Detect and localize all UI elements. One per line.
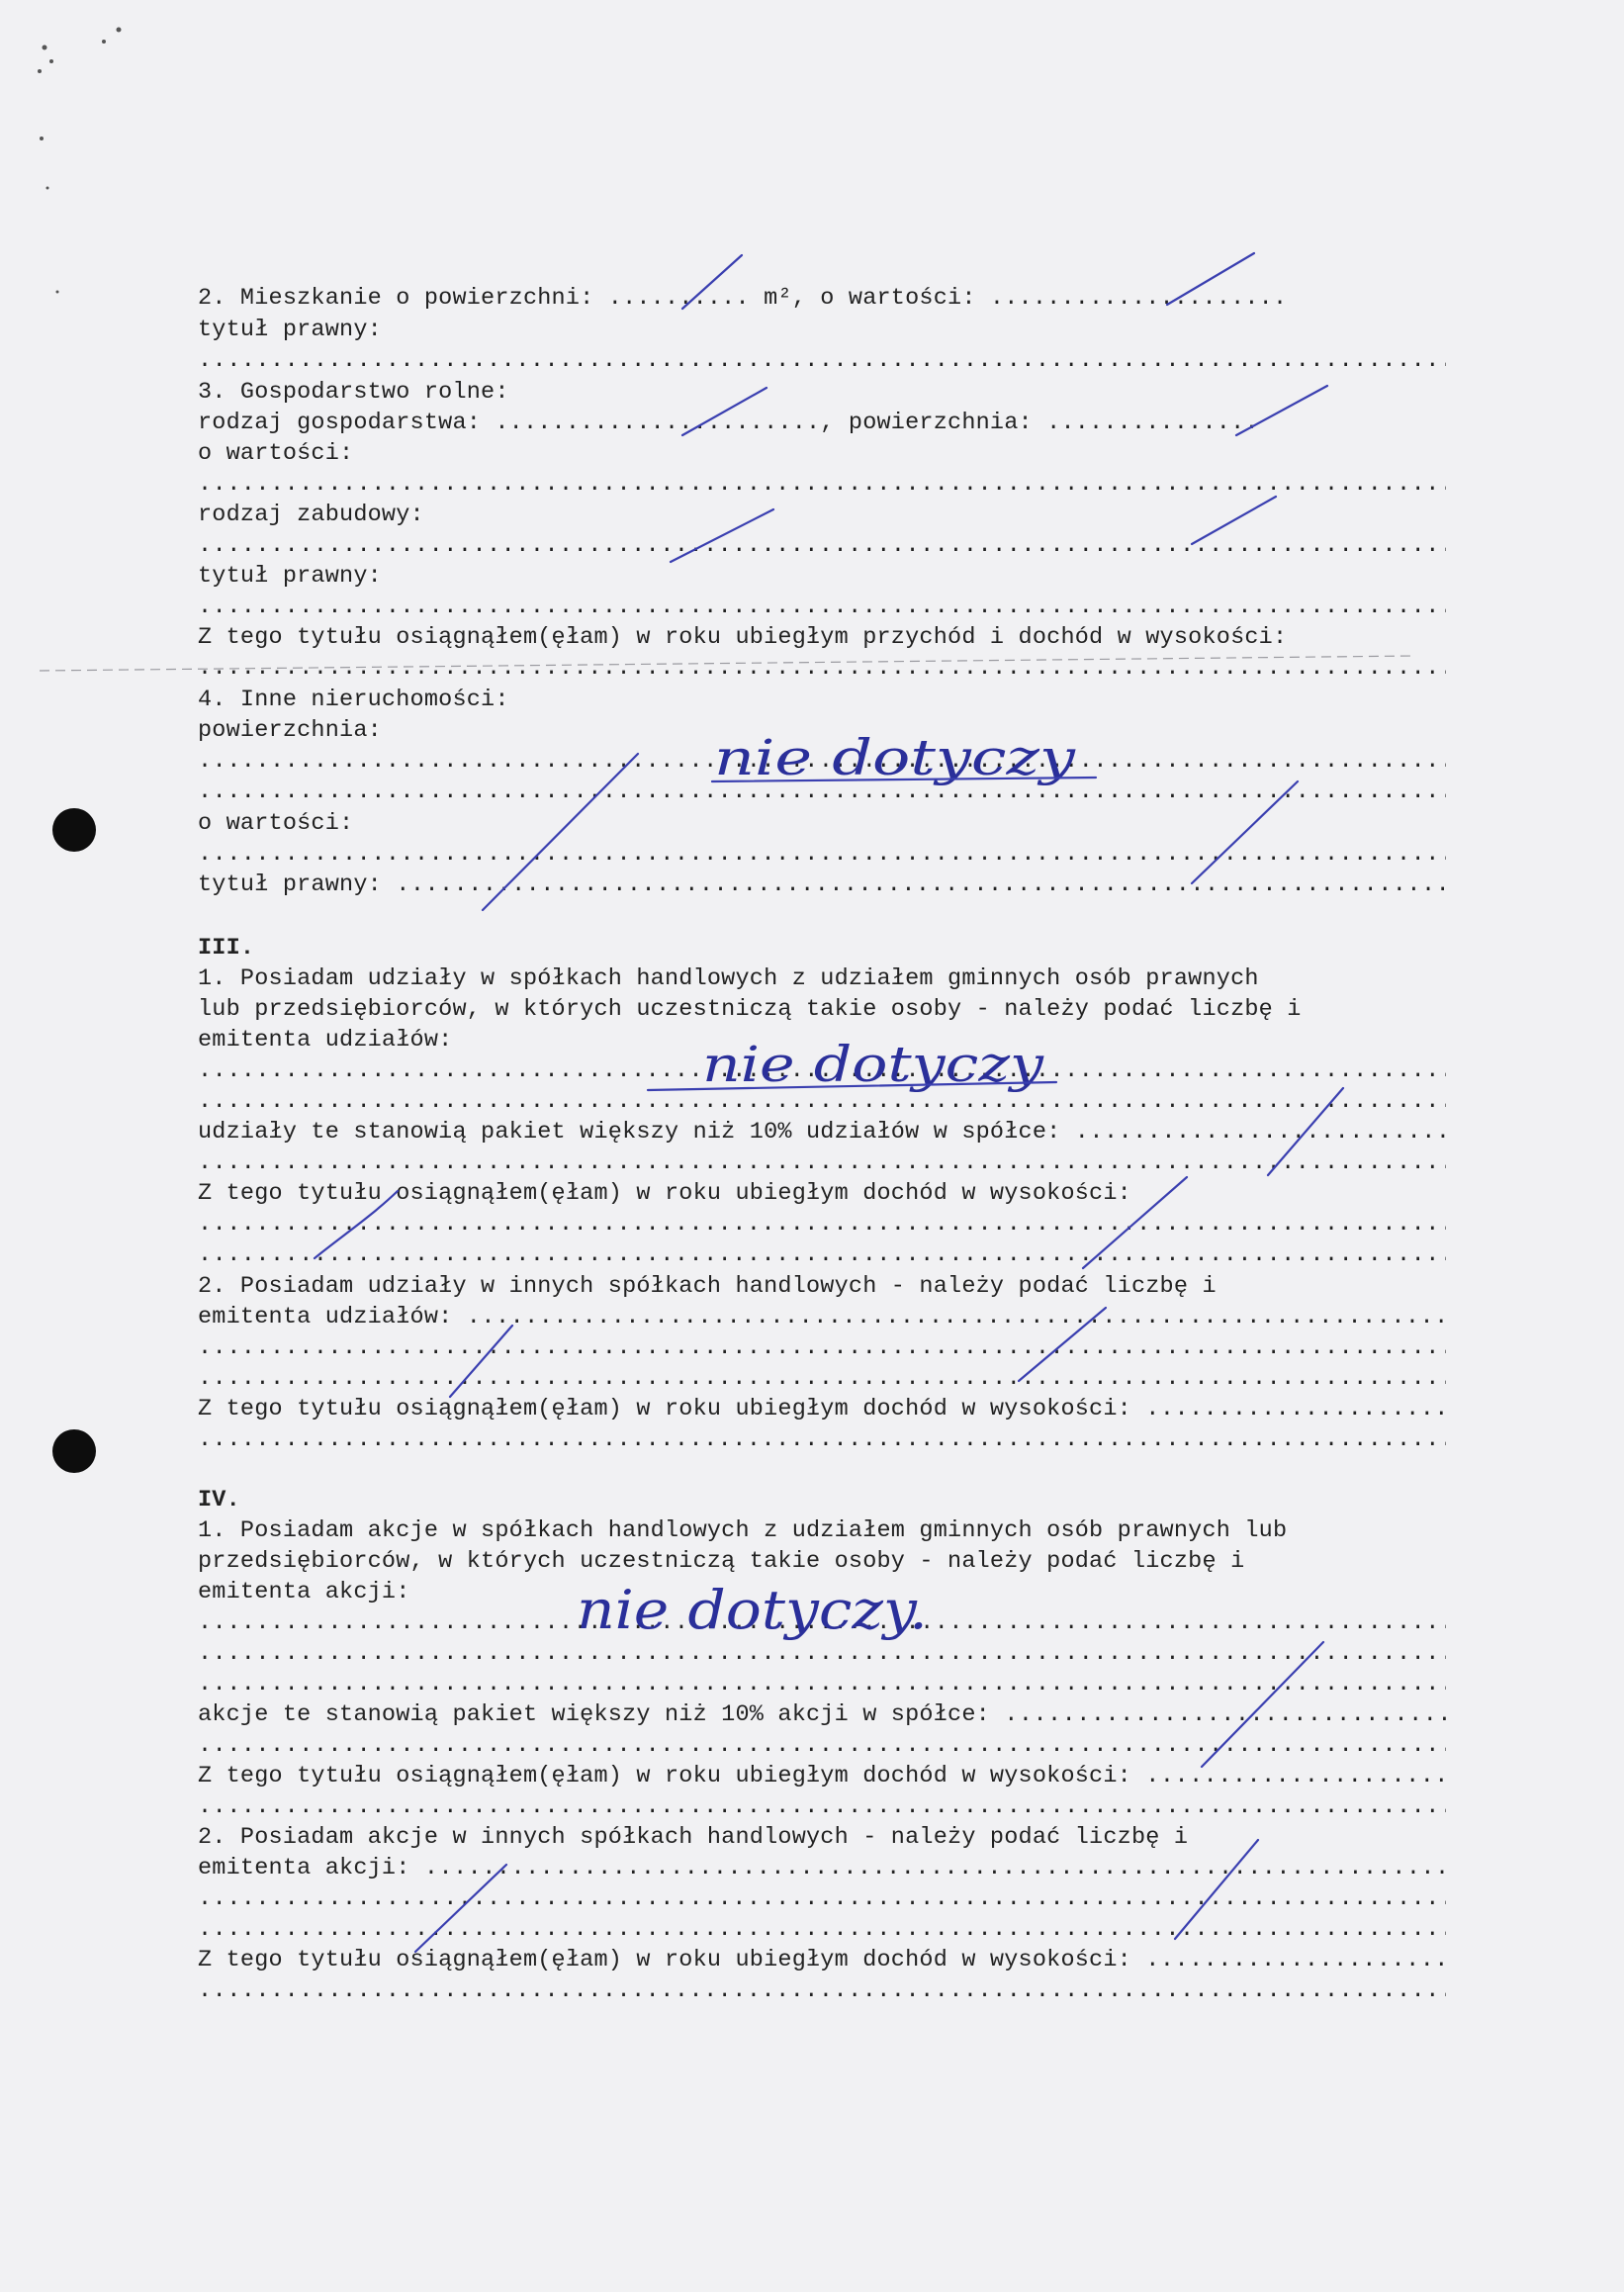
mieszkanie-tytul-label: tytuł prawny: — [198, 317, 382, 343]
iii-p1-dochod-line: Z tego tytułu osiągnąłem(ęłam) w roku ubiegłym dochód w wysokości: — [198, 1180, 1131, 1207]
dotted-fill — [452, 1304, 1446, 1330]
handwritten-nie-dotyczy-iii: nie dotyczy — [702, 1036, 1044, 1093]
dotted-line — [198, 1976, 1446, 2006]
nieruchomosci-wartosc-label: o wartości: — [198, 810, 354, 837]
dotted-line — [198, 1087, 1446, 1117]
dotted-line — [198, 1333, 1446, 1363]
handwritten-nie-dotyczy-iv: nie dotyczy. — [577, 1579, 928, 1641]
nieruchomosci-tytul-label: tytuł prawny: — [198, 871, 382, 898]
iv-p2-line2 — [198, 1854, 1446, 1883]
iv-p2-dochod-label: Z tego tytułu osiągnąłem(ęłam) w roku ubiegłym dochód w wysokości: — [198, 1947, 1131, 1973]
dotted-fill — [1131, 1763, 1446, 1789]
dotted-fill — [1060, 1119, 1446, 1146]
iv-p1-line2: przedsiębiorców, w których uczestniczą takie osoby - należy podać liczbę i — [198, 1548, 1245, 1575]
dotted-line — [198, 654, 1446, 684]
iii-p2-dochod-line — [198, 1395, 1446, 1424]
dotted-line — [198, 1608, 1446, 1638]
dotted-line — [198, 531, 1446, 561]
dotted-fill — [1131, 1947, 1446, 1973]
dotted-line — [198, 1210, 1446, 1239]
gospodarstwo-tytul-label: tytuł prawny: — [198, 563, 382, 590]
dotted-line — [198, 1915, 1446, 1945]
inne-nieruchomosci-heading: 4. Inne nieruchomości: — [198, 687, 509, 713]
mieszkanie-line: 2. Mieszkanie o powierzchni: .......... m², o wartości: ..................... — [198, 285, 1288, 312]
handwritten-nie-dotyczy-s4: nie dotyczy — [714, 729, 1076, 786]
punch-hole-bottom — [52, 1429, 96, 1473]
dotted-line — [198, 1731, 1446, 1761]
iii-p1-line1: 1. Posiadam udziały w spółkach handlowych z udziałem gminnych osób prawnych — [198, 965, 1259, 992]
iii-p2-dochod-label: Z tego tytułu osiągnąłem(ęłam) w roku ubiegłym dochód w wysokości: — [198, 1396, 1131, 1422]
iv-p1-dochod-label: Z tego tytułu osiągnąłem(ęłam) w roku ubiegłym dochód w wysokości: — [198, 1763, 1131, 1789]
gospodarstwo-wartosc-label: o wartości: — [198, 440, 354, 467]
gospodarstwo-heading: 3. Gospodarstwo rolne: — [198, 379, 509, 406]
scan-specks — [38, 28, 122, 294]
iii-pakiet-label: udziały te stanowią pakiet większy niż 10% udziałów w spółce: — [198, 1119, 1061, 1146]
dotted-fill — [410, 1855, 1446, 1881]
iii-p2-line1: 2. Posiadam udziały w innych spółkach handlowych - należy podać liczbę i — [198, 1273, 1217, 1300]
dotted-line — [198, 1148, 1446, 1178]
section-iii-heading: III. — [198, 935, 255, 962]
dotted-line — [198, 1639, 1446, 1669]
iv-p1-line3: emitenta akcji: — [198, 1579, 410, 1605]
dotted-line — [198, 747, 1446, 777]
dotted-line — [198, 346, 1446, 376]
dotted-line — [198, 593, 1446, 622]
dotted-fill — [990, 1701, 1446, 1728]
dotted-line — [198, 1364, 1446, 1394]
iv-p1-line1: 1. Posiadam akcje w spółkach handlowych z udziałem gminnych osób prawnych lub — [198, 1517, 1288, 1544]
dotted-line — [198, 1056, 1446, 1086]
nieruchomosci-tytul-line — [198, 871, 1446, 900]
iii-p2-line2 — [198, 1303, 1446, 1332]
dotted-line — [198, 1425, 1446, 1455]
iv-p2-line1: 2. Posiadam akcje w innych spółkach handlowych - należy podać liczbę i — [198, 1824, 1189, 1851]
iii-p1-line3: emitenta udziałów: — [198, 1027, 453, 1054]
iv-p1-dochod-line — [198, 1762, 1446, 1791]
dotted-line — [198, 840, 1446, 870]
iv-p2-emitent-label: emitenta akcji: — [198, 1855, 410, 1881]
dotted-line — [198, 1240, 1446, 1270]
section-iv-heading: IV. — [198, 1487, 240, 1513]
dotted-fill — [1131, 1396, 1446, 1422]
iv-pakiet-line — [198, 1700, 1446, 1730]
nieruchomosci-powierzchnia-label: powierzchnia: — [198, 717, 382, 744]
dotted-line — [198, 778, 1446, 807]
gospodarstwo-dochod-line: Z tego tytułu osiągnąłem(ęłam) w roku ubiegłym przychód i dochód w wysokości: — [198, 624, 1288, 651]
dotted-line — [198, 1792, 1446, 1822]
iii-p1-line2: lub przedsiębiorców, w których uczestniczą takie osoby - należy podać liczbę i — [198, 996, 1302, 1023]
iii-pakiet-line — [198, 1118, 1446, 1147]
iv-pakiet-label: akcje te stanowią pakiet większy niż 10% akcji w spółce: — [198, 1701, 990, 1728]
iv-p2-dochod-line — [198, 1946, 1446, 1975]
rodzaj-zabudowy-label: rodzaj zabudowy: — [198, 502, 424, 528]
dotted-line — [198, 470, 1446, 500]
punch-hole-top — [52, 808, 96, 852]
dotted-fill — [382, 871, 1446, 898]
rodzaj-gospodarstwa-line: rodzaj gospodarstwa: ......................., powierzchnia: ............... — [198, 410, 1259, 436]
iii-p2-emitent-label: emitenta udziałów: — [198, 1304, 453, 1330]
dotted-line — [198, 1884, 1446, 1914]
dotted-line — [198, 1670, 1446, 1699]
